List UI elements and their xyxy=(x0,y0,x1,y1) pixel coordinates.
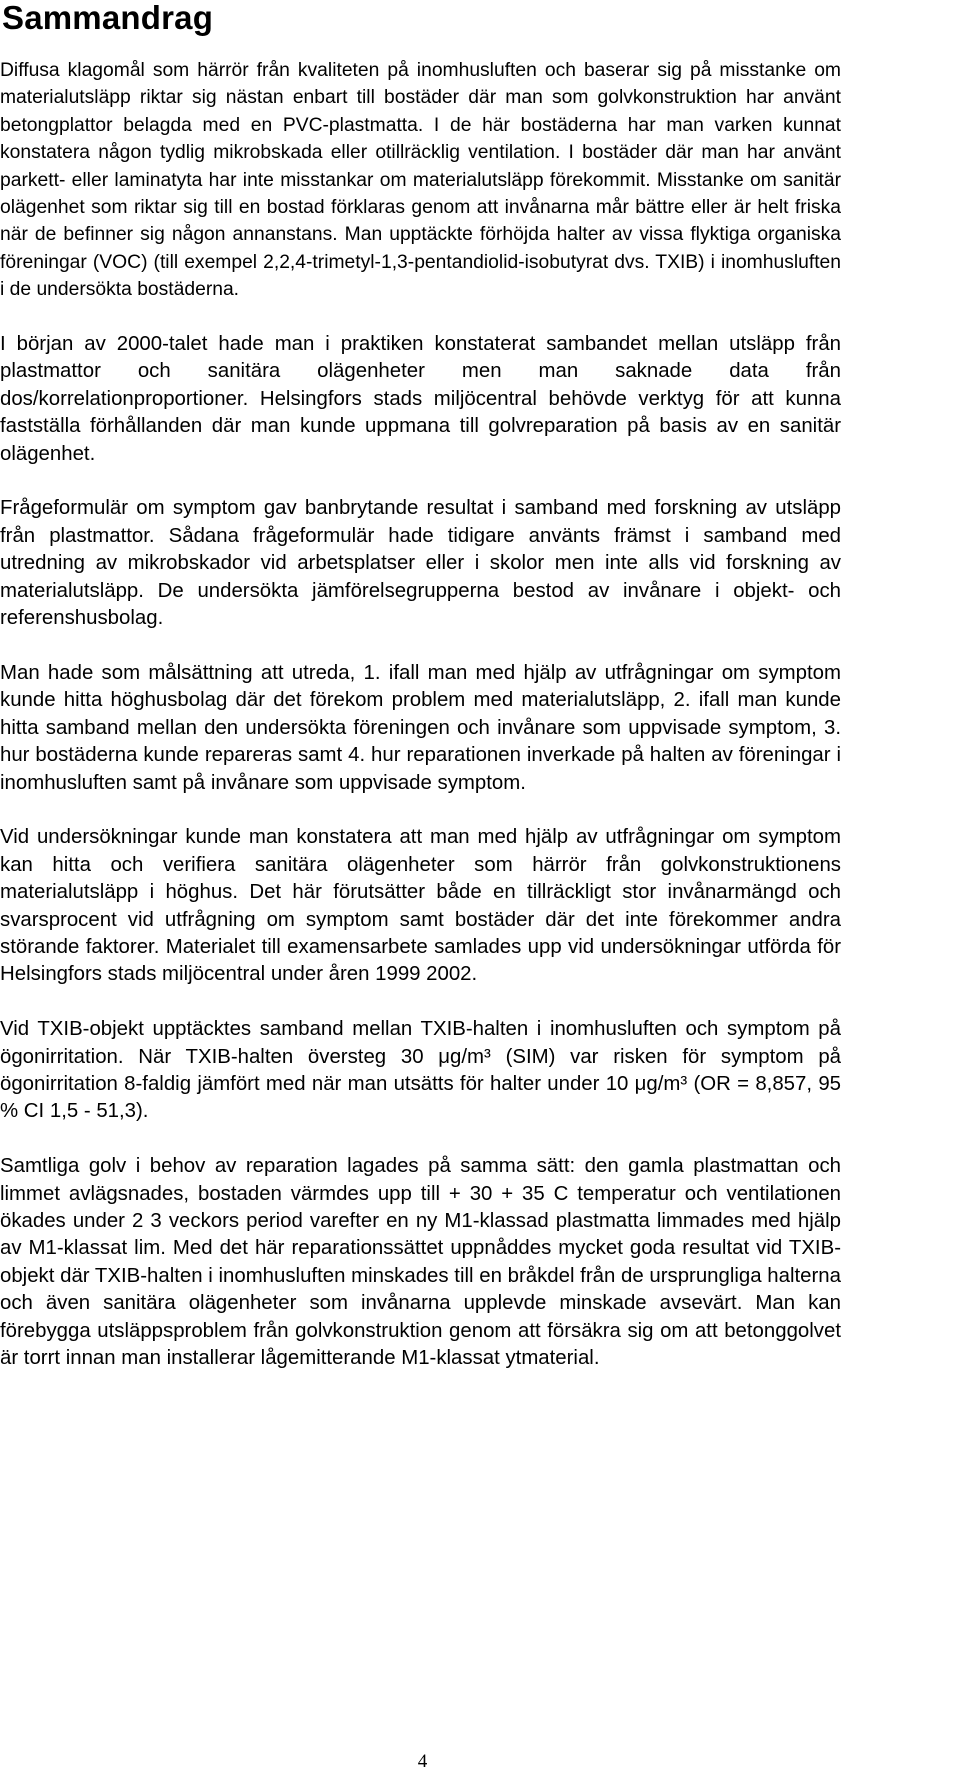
paragraph-2: I början av 2000-talet hade man i praktiken konstaterat sambandet mellan utsläpp från plastmattor och sanitära olägenheter men man saknade data från dos/korrelationproportioner. Helsingfors stads miljöcentral behövde verktyg för att kunna fastställa förhållanden där man kunde uppmana till golvreparation på basis av en sanitär olägenhet. xyxy=(0,333,841,465)
paragraph-6: Vid TXIB-objekt upptäcktes samband mellan TXIB-halten i inomhusluften och symptom på ögonirritation. När TXIB-halten översteg 30 μg/m³ (SIM) var risken för symptom på ögonirritation 8-faldig jämfört med när man utsätts för halter under 10 μg/m³ (OR = 8,857, 95 % CI 1,5 - 51,3). xyxy=(0,1018,841,1123)
summary-body xyxy=(0,57,841,1400)
paragraph-7: Samtliga golv i behov av reparation lagades på samma sätt: den gamla plastmattan och limmet avlägsnades, bostaden värmdes upp till + 30 + 35 C temperatur och ventilationen ökades under 2 3 veckors period varefter en ny M1-klassad plastmatta limmades med hjälp av M1-klassat lim. Med det här reparationssättet uppnåddes mycket goda resultat vid TXIB-objekt där TXIB-halten i inomhusluften minskades till en bråkdel från de ursprungliga halterna och även sanitära olägenheter som invånarna upplevde minskade avsevärt. Man kan förebygga utsläppsproblem från golvkonstruktion genom att försäkra sig om att betonggolvet är torrt innan man installerar lågemitterande M1-klassat ytmaterial. xyxy=(0,1155,841,1369)
paragraph-4: Man hade som målsättning att utreda, 1. ifall man med hjälp av utfrågningar om symptom kunde hitta höghusbolag där det förekom problem med materialutsläpp, 2. ifall man kunde hitta samband mellan den undersökta föreningen och invånare som uppvisade symptom, 3. hur bostäderna kunde repareras samt 4. hur reparationen inverkade på halten av föreningar i inomhusluften samt på invånare som uppvisade symptom. xyxy=(0,661,841,794)
paragraph-1: Diffusa klagomål som härrör från kvaliteten på inomhusluften och baserar sig på misstanke om materialutsläpp riktar sig nästan enbart till bostäder där man som golvkonstruktion har använt betongplattor belagda med en PVC-plastmatta. I de här bostäderna har man varken kunnat konstatera någon tydlig mikrobskada eller otillräcklig ventilation. I bostäder där man har använt parkett- eller laminatyta har inte misstankar om materialutsläpp förekommit. Misstanke om sanitär olägenhet som riktar sig till en bostad förklaras genom att invånarna mår bättre eller är helt friska när de befinner sig någon annanstans. Man upptäckte förhöjda halter av vissa flyktiga organiska föreningar (VOC) (till exempel 2,2,4-trimetyl-1,3-pentandiolid-isobutyrat dvs. TXIB) i inomhusluften i de undersökta bostäderna. xyxy=(0,60,841,301)
paragraph-5: Vid undersökningar kunde man konstatera att man med hjälp av utfrågningar om symptom kan hitta och verifiera sanitära olägenheter som härrör från golvkonstruktionens materialutsläpp i höghus. Det här förutsätter både en tillräckligt stor invånarmängd och svarsprocent vid utfrågning om symptom samt bostäder där det inte förekommer andra störande faktorer. Materialet till examensarbete samlades upp vid undersökningar utförda för Helsingfors stads miljöcentral under åren 1999 2002. xyxy=(0,826,841,986)
page-number: 4 xyxy=(417,1751,428,1772)
paragraph-3: Frågeformulär om symptom gav banbrytande resultat i samband med forskning av utsläpp från plastmattor. Sådana frågeformulär hade tidigare använts främst i samband med utredning av mikrobskador vid arbetsplatser eller i skolor men inte alls vid forskning av materialutsläpp. De undersökta jämförelsegrupperna bestod av invånare i objekt- och referenshusbolag. xyxy=(0,497,841,630)
page-title: Sammandrag xyxy=(2,0,214,36)
